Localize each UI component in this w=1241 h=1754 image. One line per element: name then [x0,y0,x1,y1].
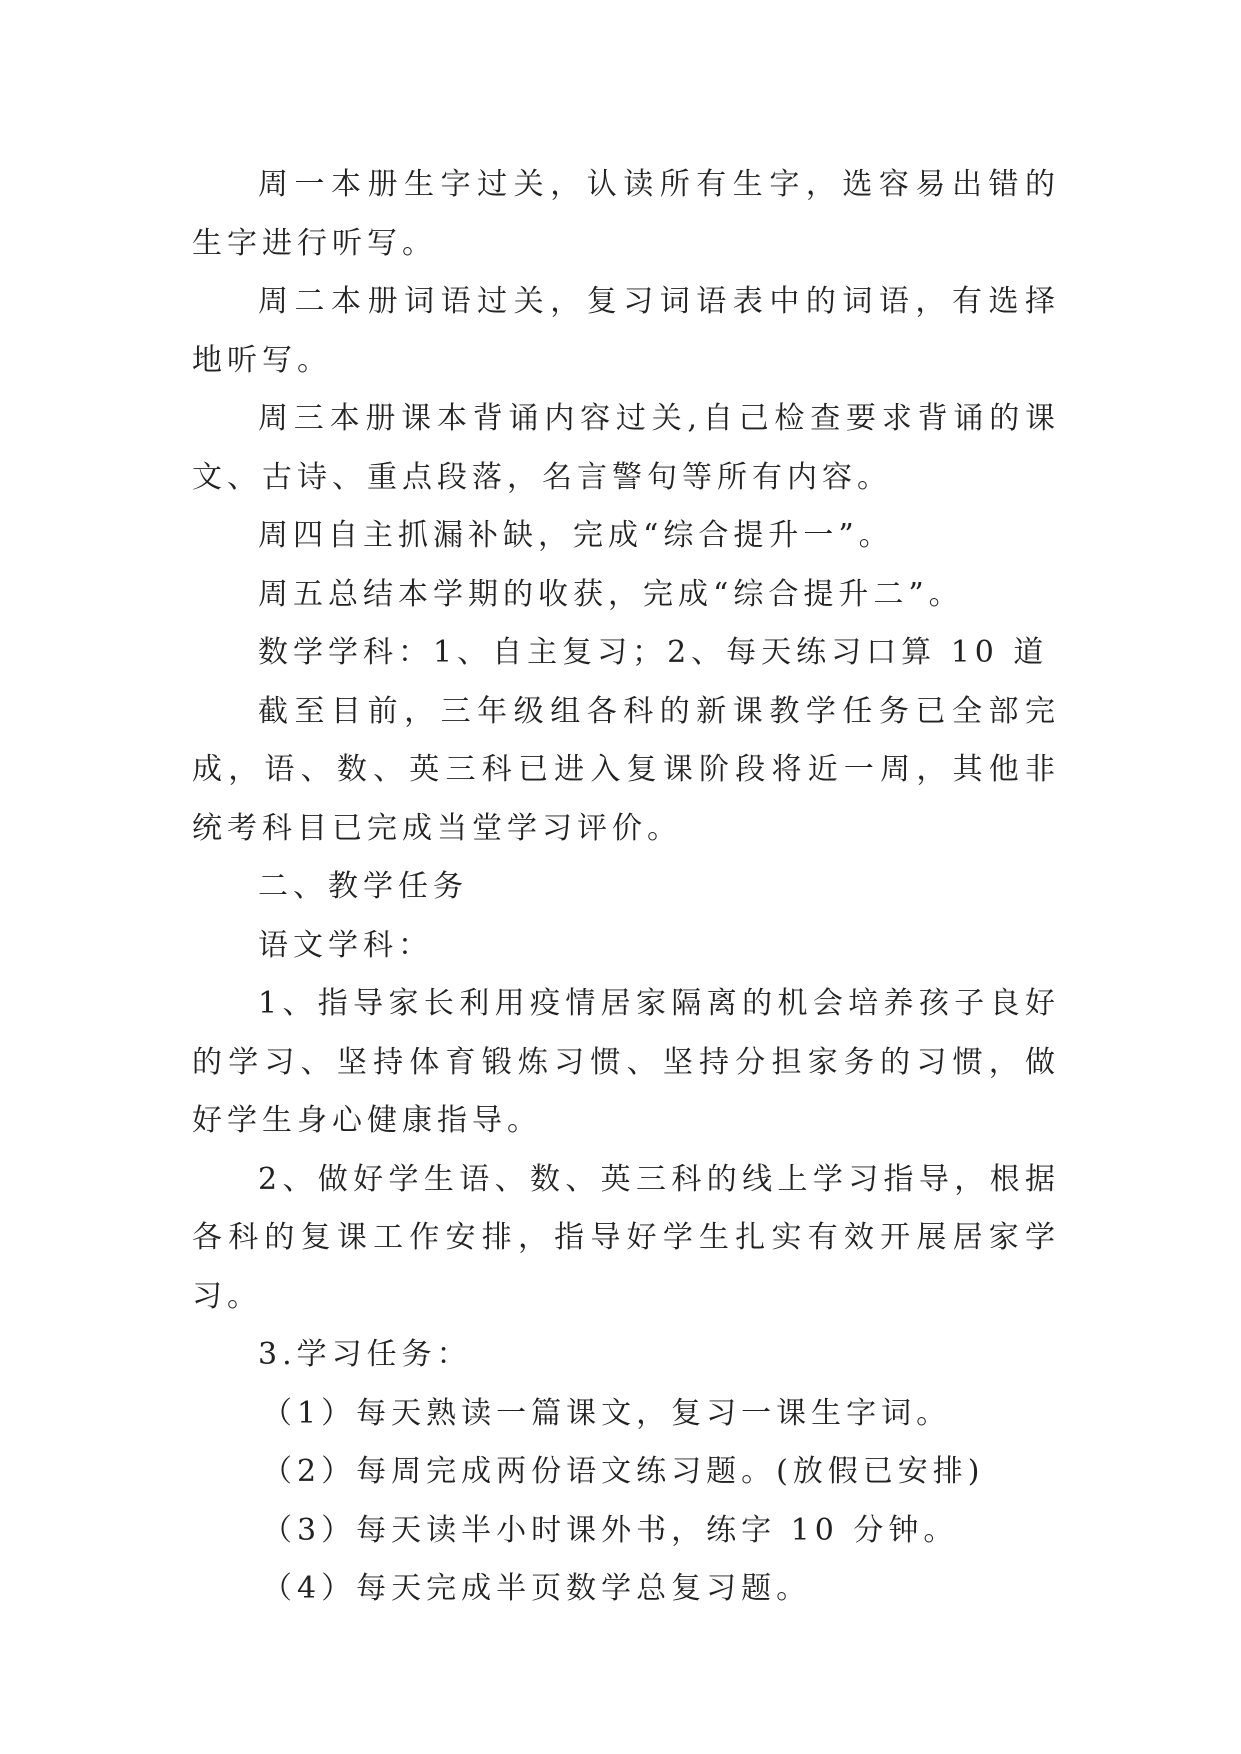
paragraph-chinese-subject: 语文学科： [258,927,433,963]
paragraph-monday: 周一本册生字过关，认读所有生字，选容易出错的生字进行听写。 [192,167,1060,261]
list-item-task-3: （3）每天读半小时课外书，练字 10 分钟。 [262,1512,959,1548]
paragraph-math-subject: 数学学科：1、自主复习；2、每天练习口算 10 道 [258,635,1049,670]
document-body [192,156,1060,1619]
paragraph-wednesday: 周三本册课本背诵内容过关,自己检查要求背诵的课文、古诗、重点段落，名言警句等所有内容。 [192,401,1060,495]
paragraph-item-2: 2、做好学生语、数、英三科的线上学习指导，根据各科的复课工作安排，指导好学生扎实有效开展居家学习。 [192,1161,1060,1314]
paragraph-thursday: 周四自主抓漏补缺，完成“综合提升一”。 [258,518,894,553]
paragraph-tuesday: 周二本册词语过关，复习词语表中的词语，有选择地听写。 [192,284,1060,378]
list-item-task-1: （1）每天熟读一篇课文，复习一课生字词。 [262,1395,952,1431]
list-item-task-4: （4）每天完成半页数学总复习题。 [262,1571,812,1606]
section-heading-teaching-tasks: 二、教学任务 [258,869,468,904]
paragraph-item-3: 3.学习任务： [258,1337,472,1372]
list-item-task-2: （2）每周完成两份语文练习题。(放假已安排) [262,1454,985,1489]
paragraph-item-1: 1、指导家长利用疫情居家隔离的机会培养孩子良好的学习、坚持体育锻炼习惯、坚持分担家务的习惯，做好学生身心健康指导。 [192,986,1060,1138]
paragraph-progress-summary: 截至目前，三年级组各科的新课教学任务已全部完成，语、数、英三科已进入复课阶段将近一周，其他非统考科目已完成当堂学习评价。 [192,693,1060,846]
paragraph-friday: 周五总结本学期的收获，完成“综合提升二”。 [258,576,964,612]
